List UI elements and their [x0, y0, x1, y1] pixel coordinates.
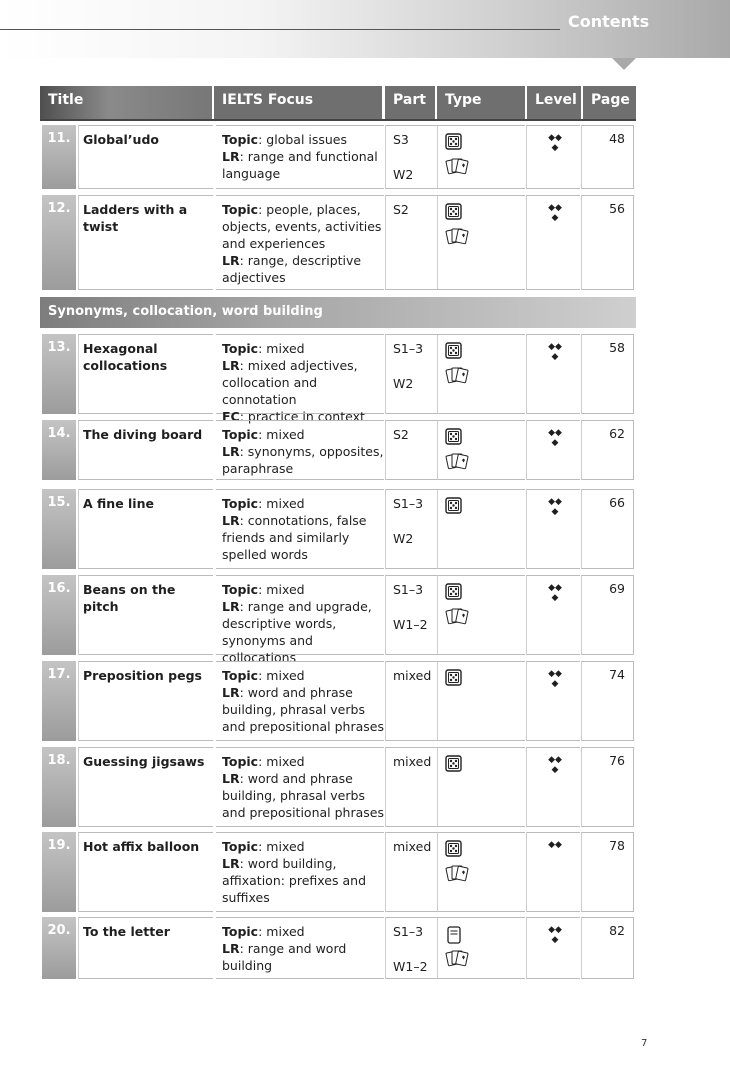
page-number: 7: [641, 1038, 648, 1049]
row-number-cell: [42, 661, 76, 741]
table-row: [40, 334, 634, 424]
focus-value: : connotations, false friends and similarly spelled words: [222, 513, 367, 562]
page-title: Contents: [568, 12, 650, 31]
focus-key: LR: [222, 856, 240, 871]
focus-line: [222, 148, 387, 182]
focus-key: Topic: [222, 582, 259, 597]
focus-key: Topic: [222, 754, 259, 769]
table-row: [40, 917, 634, 979]
focus-line: [222, 770, 387, 821]
row-number-cell: [42, 334, 76, 414]
focus-value: : mixed: [258, 924, 305, 939]
focus-value: : range and word building: [222, 941, 347, 973]
focus-value: : people, places, objects, events, activities and experiences: [222, 202, 382, 251]
notepad-icon: [445, 925, 463, 949]
focus-key: LR: [222, 253, 240, 268]
page-ref: 76: [609, 753, 625, 768]
focus-key: Topic: [222, 839, 259, 854]
part-value: S3: [393, 132, 409, 147]
focus-line: [222, 357, 387, 408]
page-ref: 78: [609, 838, 625, 853]
ielts-focus: [222, 581, 387, 666]
level-indicator: ◆◆ ◆: [548, 925, 562, 945]
focus-value: : mixed adjectives, collocation and connotation: [222, 358, 358, 407]
column-header-part: Part: [385, 86, 435, 120]
focus-key: Topic: [222, 668, 259, 683]
row-number-cell: [42, 195, 76, 290]
part-value: S1–3: [393, 341, 424, 356]
cards-icon: [445, 607, 469, 629]
part-value-secondary: W2: [393, 531, 414, 546]
focus-value: : global issues: [258, 132, 348, 147]
table-row: [40, 747, 634, 827]
activity-title: To the letter: [83, 924, 170, 939]
row-number: 11.: [47, 131, 71, 146]
page-ref: 62: [609, 426, 625, 441]
header-underline: [40, 119, 636, 121]
activity-title: Global’udo: [83, 132, 159, 147]
focus-value: : mixed: [258, 582, 305, 597]
level-indicator: ◆◆ ◆: [548, 342, 562, 362]
row-number: 18.: [47, 753, 71, 768]
level-indicator: ◆◆ ◆: [548, 583, 562, 603]
focus-line: [222, 252, 387, 286]
row-number-cell: [42, 489, 76, 569]
focus-key: Topic: [222, 496, 259, 511]
activity-title: A fine line: [83, 496, 154, 511]
focus-line: [222, 581, 387, 598]
page-ref: 56: [609, 201, 625, 216]
table-row: [40, 575, 634, 665]
dice-icon: [445, 583, 463, 605]
level-indicator: ◆◆ ◆: [548, 133, 562, 153]
table-row: [40, 125, 634, 189]
activity-title: The diving board: [83, 427, 203, 442]
page-ref: 82: [609, 923, 625, 938]
focus-value: : word building, affixation: prefixes and suffixes: [222, 856, 367, 905]
focus-line: [222, 855, 387, 906]
level-indicator: ◆◆: [548, 840, 562, 850]
page-ref: 69: [609, 581, 625, 596]
part-value: mixed: [393, 754, 432, 769]
activity-title: Guessing jigsaws: [83, 754, 205, 769]
activity-title: Hexagonal collocations: [83, 341, 168, 373]
ielts-focus: [222, 838, 387, 906]
cards-icon: [445, 864, 469, 886]
level-indicator: ◆◆ ◆: [548, 428, 562, 448]
ielts-focus: [222, 753, 387, 821]
focus-value: : range and upgrade, descriptive words, synonyms and collocations: [222, 599, 372, 665]
table-row: [40, 489, 634, 569]
focus-key: Topic: [222, 341, 259, 356]
cards-icon: [445, 366, 469, 388]
row-number: 14.: [47, 426, 71, 441]
part-value: mixed: [393, 668, 432, 683]
focus-key: LR: [222, 513, 240, 528]
row-number-cell: [42, 917, 76, 979]
focus-value: : word and phrase building, phrasal verbs and prepositional phrases: [222, 685, 384, 734]
dice-icon: [445, 203, 463, 225]
focus-line: [222, 923, 387, 940]
row-number-cell: [42, 747, 76, 827]
page-ref: 58: [609, 340, 625, 355]
focus-key: LR: [222, 358, 240, 373]
ielts-focus: [222, 495, 387, 563]
ielts-focus: [222, 131, 387, 182]
part-value: S1–3: [393, 924, 424, 939]
column-header-title: Title: [40, 86, 212, 120]
focus-line: [222, 667, 387, 684]
section-band: [40, 297, 636, 328]
focus-line: [222, 340, 387, 357]
focus-line: [222, 426, 387, 443]
focus-value: : mixed: [258, 341, 305, 356]
part-value-secondary: W1–2: [393, 617, 428, 632]
focus-line: [222, 940, 387, 974]
level-indicator: ◆◆ ◆: [548, 669, 562, 689]
focus-key: LR: [222, 685, 240, 700]
cards-icon: [445, 157, 469, 179]
row-number: 16.: [47, 581, 71, 596]
part-value-secondary: W2: [393, 167, 414, 182]
focus-value: : synonyms, opposites, paraphrase: [222, 444, 384, 476]
dice-icon: [445, 497, 463, 519]
part-value-secondary: W2: [393, 376, 414, 391]
focus-line: [222, 598, 387, 666]
focus-value: : mixed: [258, 496, 305, 511]
row-number-cell: [42, 125, 76, 189]
focus-key: LR: [222, 149, 240, 164]
focus-value: : range, descriptive adjectives: [222, 253, 362, 285]
page-ref: 48: [609, 131, 625, 146]
focus-key: Topic: [222, 202, 259, 217]
focus-line: [222, 753, 387, 770]
ielts-focus: [222, 426, 387, 477]
cards-icon: [445, 452, 469, 474]
page-ref: 74: [609, 667, 625, 682]
part-value: S2: [393, 202, 409, 217]
row-number: 13.: [47, 340, 71, 355]
focus-key: LR: [222, 444, 240, 459]
row-number: 17.: [47, 667, 71, 682]
focus-key: Topic: [222, 132, 259, 147]
cards-icon: [445, 227, 469, 249]
section-label: Synonyms, collocation, word building: [48, 304, 323, 319]
activity-title: Hot affix balloon: [83, 839, 200, 854]
ielts-focus: [222, 201, 387, 286]
focus-line: [222, 131, 387, 148]
focus-line: [222, 512, 387, 563]
dice-icon: [445, 342, 463, 364]
row-number: 15.: [47, 495, 71, 510]
dice-icon: [445, 840, 463, 862]
part-value: S1–3: [393, 582, 424, 597]
part-value-secondary: W1–2: [393, 959, 428, 974]
level-indicator: ◆◆ ◆: [548, 497, 562, 517]
activity-title: Beans on the pitch: [83, 582, 176, 614]
activity-title: Preposition pegs: [83, 668, 202, 683]
column-header-page: Page: [583, 86, 636, 120]
dice-icon: [445, 755, 463, 777]
cards-icon: [445, 949, 469, 971]
focus-value: : mixed: [258, 668, 305, 683]
focus-line: [222, 443, 387, 477]
part-value: S2: [393, 427, 409, 442]
activity-title: Ladders with a twist: [83, 202, 188, 234]
focus-value: : word and phrase building, phrasal verbs and prepositional phrases: [222, 771, 384, 820]
header-notch: [612, 58, 636, 70]
header-title-wrap: [568, 12, 650, 40]
table-row: [40, 195, 634, 290]
focus-line: [222, 201, 387, 252]
focus-key: LR: [222, 941, 240, 956]
focus-line: [222, 838, 387, 855]
focus-value: : range and functional language: [222, 149, 378, 181]
column-header-type: Type: [437, 86, 525, 120]
dice-icon: [445, 133, 463, 155]
row-number-cell: [42, 832, 76, 912]
focus-value: : mixed: [258, 839, 305, 854]
focus-value: : mixed: [258, 754, 305, 769]
row-number: 12.: [47, 201, 71, 216]
focus-key: Topic: [222, 427, 259, 442]
dice-icon: [445, 669, 463, 691]
ielts-focus: [222, 340, 387, 425]
ielts-focus: [222, 923, 387, 974]
level-indicator: ◆◆ ◆: [548, 203, 562, 223]
focus-line: [222, 495, 387, 512]
table-row: [40, 661, 634, 741]
table-row: [40, 420, 634, 480]
level-indicator: ◆◆ ◆: [548, 755, 562, 775]
focus-key: LR: [222, 771, 240, 786]
page-ref: 66: [609, 495, 625, 510]
table-row: [40, 832, 634, 912]
row-number-cell: [42, 420, 76, 480]
part-value: mixed: [393, 839, 432, 854]
part-value: S1–3: [393, 496, 424, 511]
dice-icon: [445, 428, 463, 450]
header-rule: [0, 29, 560, 30]
focus-line: [222, 684, 387, 735]
row-number: 19.: [47, 838, 71, 853]
row-number: 20.: [47, 923, 71, 938]
focus-value: : mixed: [258, 427, 305, 442]
focus-key: LR: [222, 599, 240, 614]
row-number-cell: [42, 575, 76, 655]
focus-value: : practice in context: [239, 409, 365, 424]
column-header-focus: IELTS Focus: [214, 86, 382, 120]
focus-key: Topic: [222, 924, 259, 939]
focus-key: FC: [222, 409, 240, 424]
column-header-level: Level: [527, 86, 581, 120]
ielts-focus: [222, 667, 387, 735]
